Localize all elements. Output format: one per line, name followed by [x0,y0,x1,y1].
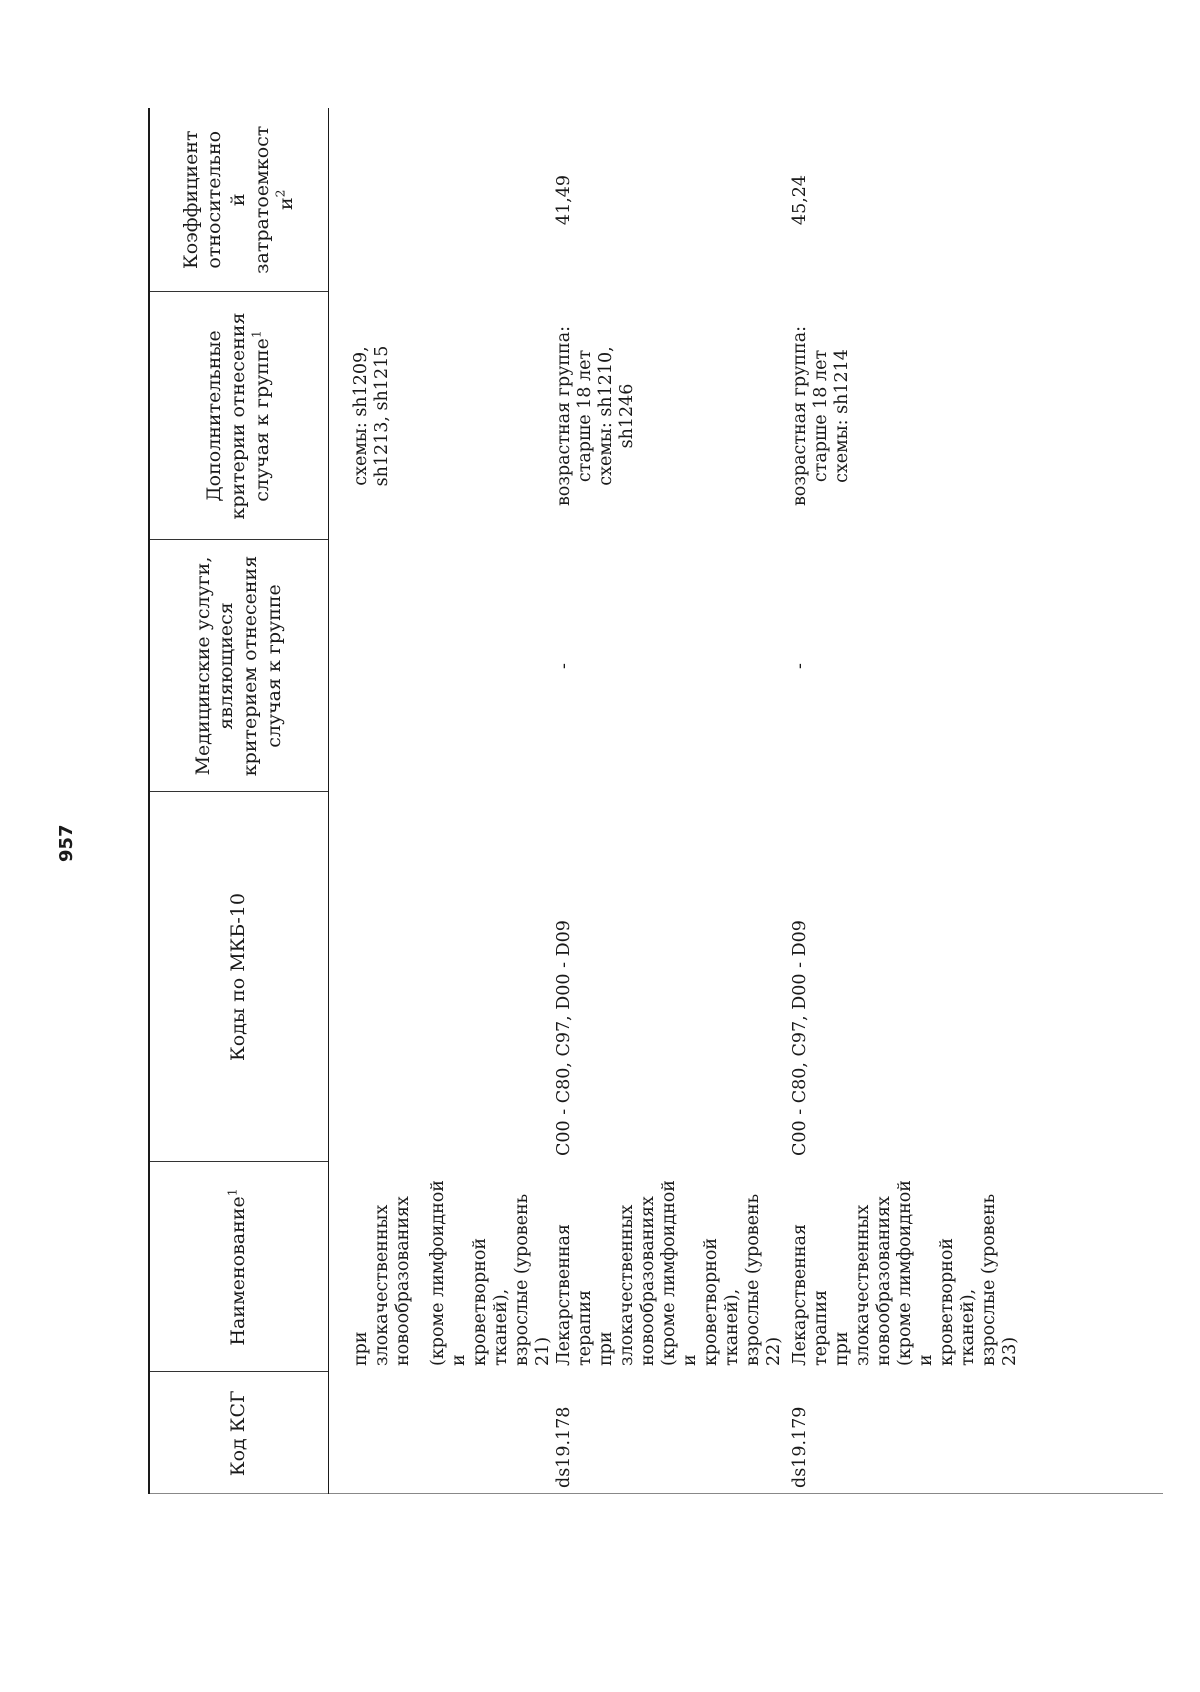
cell-name: Лекарственная терапия при злокачественных новообразованиях (кроме лимфоидной и кроветворной тканей), взрослые (уровень 22) [554,1180,784,1366]
header-mkb: Коды по МКБ-10 [149,792,329,1162]
table-row [790,108,1021,1494]
cell-services: - [790,663,810,669]
cell-code: ds19.179 [790,1406,810,1488]
header-services: Медицинские услуги, являющиеся критерием отнесения случая к группе [149,540,329,792]
cell-criteria: возрастная группа: старше 18 лет схемы: sh1214 [790,325,852,507]
ksg-table [148,108,1021,1494]
cell-mkb: C00 - C80, C97, D00 - D09 [554,920,574,1156]
cell-name: при злокачественных новообразованиях (кроме лимфоидной и кроветворной тканей), взрослые (уровень 21) [351,1180,553,1366]
page-number: 957 [56,824,77,862]
cell-code [329,1372,555,1494]
cell-coefficient [329,108,555,292]
cell-code: ds19.178 [554,1406,574,1488]
cell-mkb: C00 - C80, C97, D00 - D09 [790,920,810,1156]
header-name: Наименование$^1$ [149,1162,329,1372]
cell-services [329,540,555,792]
cell-coefficient: 45,24 [790,174,810,226]
header-coefficient: Коэффициент относительно й затратоемкост $и^2$ [149,108,329,292]
cell-criteria: возрастная группа: старше 18 лет схемы: sh1210, sh1246 [554,325,637,507]
header-row [149,108,329,1494]
cell-services: - [554,663,574,669]
cell-coefficient: 41,49 [554,174,574,226]
cell-mkb [329,792,555,1162]
header-criteria: Дополнительные критерии отнесения случая к группе$^1$ [149,292,329,540]
table-row [554,108,790,1494]
header-code: Код КСГ [149,1372,329,1494]
cell-criteria: схемы: sh1209, sh1213, sh1215 [351,345,392,487]
table-row [329,108,555,1494]
cell-name: Лекарственная терапия при злокачественных новообразованиях (кроме лимфоидной и кроветворной тканей), взрослые (уровень 23) [790,1180,1020,1366]
